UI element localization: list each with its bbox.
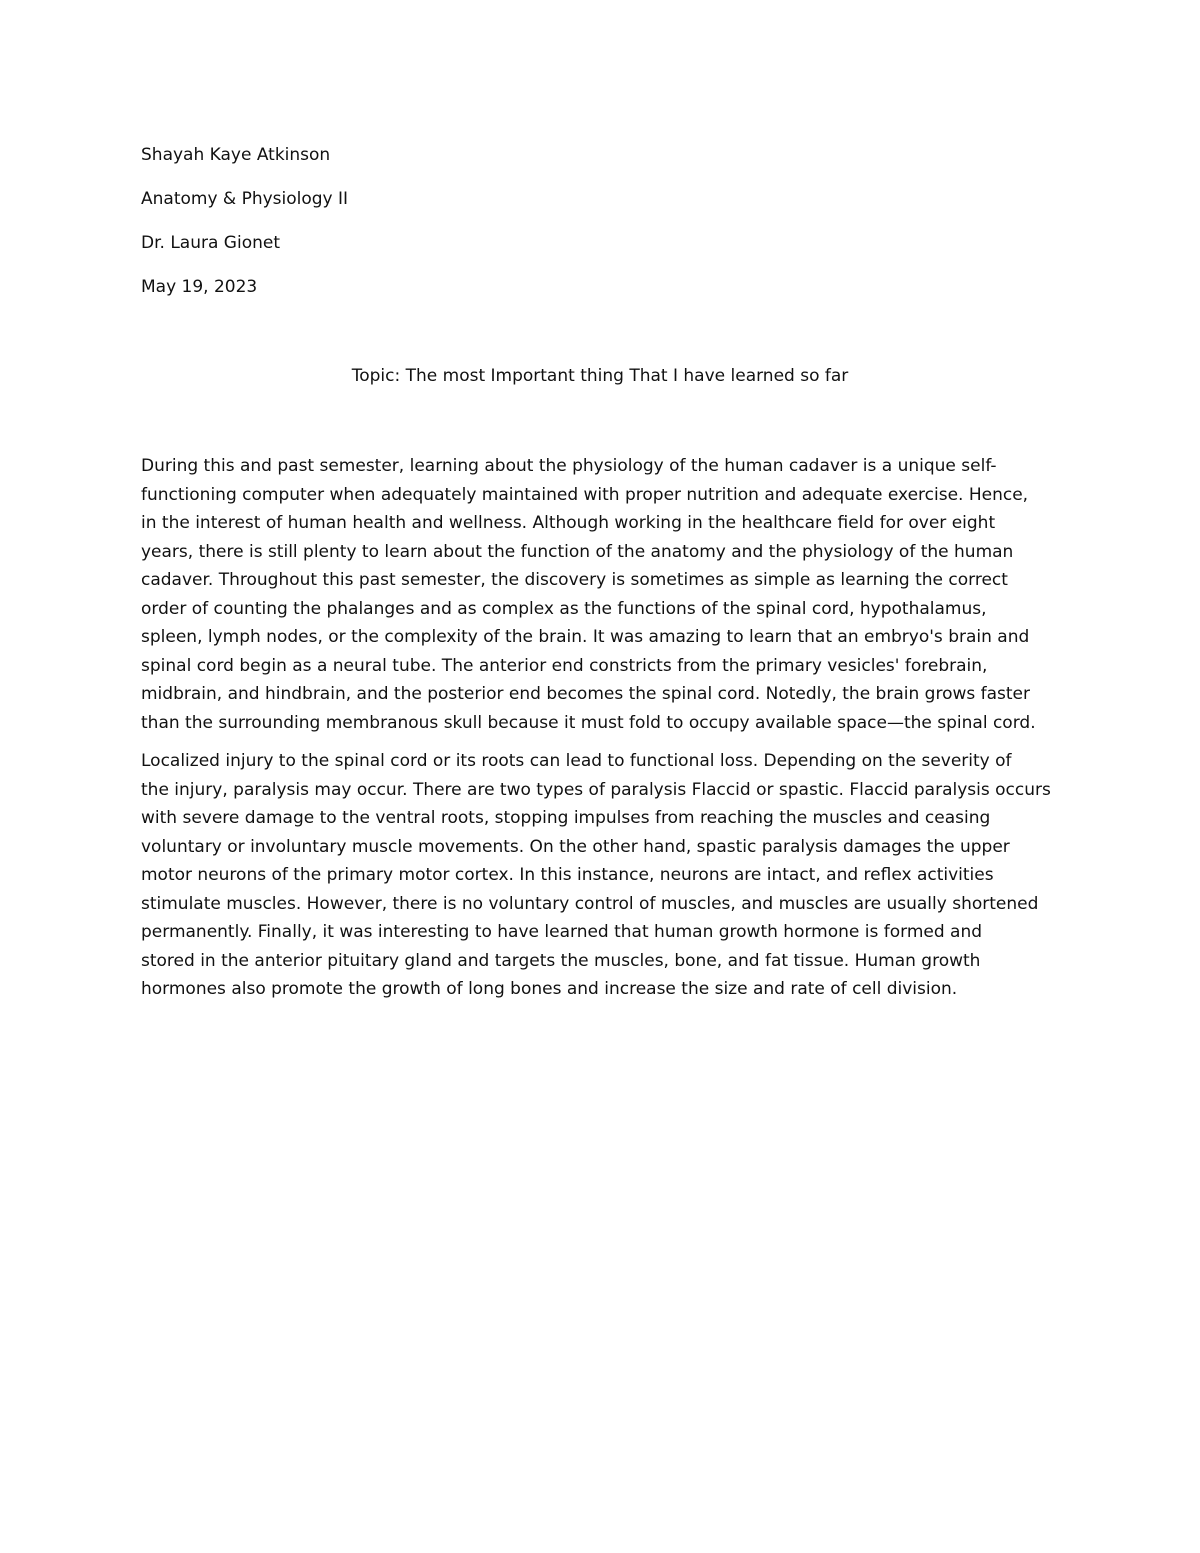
- document-title: Topic: The most Important thing That I have learned so far: [351, 366, 849, 386]
- paragraph-line: with severe damage to the ventral roots, stopping impulses from reaching the muscles and ceasing: [141, 808, 991, 828]
- instructor-name: Dr. Laura Gionet: [141, 233, 280, 253]
- paragraph-line: permanently. Finally, it was interesting to have learned that human growth hormone is formed and: [141, 922, 983, 942]
- paragraph-line: spinal cord begin as a neural tube. The anterior end constricts from the primary vesicles' forebrain,: [141, 655, 988, 676]
- author-name: Shayah Kaye Atkinson: [141, 145, 331, 165]
- paragraph-line: functioning computer when adequately maintained with proper nutrition and adequate exercise. Hence,: [141, 484, 1029, 505]
- paragraph-line: the injury, paralysis may occur. There are two types of paralysis Flaccid or spastic. Flaccid paralysis occurs: [141, 779, 1051, 800]
- paragraph-line: stored in the anterior pituitary gland and targets the muscles, bone, and fat tissue. Human growth: [141, 950, 981, 971]
- document-header: [141, 143, 841, 319]
- paragraph-1: [141, 452, 1059, 737]
- paragraph-line: stimulate muscles. However, there is no voluntary control of muscles, and muscles are usually shortened: [141, 893, 1039, 914]
- document-body: [141, 452, 1059, 1014]
- paragraph-2: [141, 747, 1059, 1004]
- paragraph-line: in the interest of human health and wellness. Although working in the healthcare field for over eight: [141, 513, 996, 533]
- paragraph-line: years, there is still plenty to learn about the function of the anatomy and the physiology of the human: [141, 541, 1014, 562]
- document-date: May 19, 2023: [141, 277, 258, 297]
- paragraph-line: motor neurons of the primary motor cortex. In this instance, neurons are intact, and reflex activities: [141, 865, 994, 885]
- paragraph-line: Localized injury to the spinal cord or its roots can lead to functional loss. Depending on the severity of: [141, 751, 1012, 771]
- paragraph-line: than the surrounding membranous skull because it must fold to occupy available space—the spinal cord.: [141, 712, 1036, 733]
- paragraph-line: voluntary or involuntary muscle movements. On the other hand, spastic paralysis damages the upper: [141, 836, 1010, 857]
- paragraph-line: midbrain, and hindbrain, and the posterior end becomes the spinal cord. Notedly, the brain grows faster: [141, 684, 1031, 704]
- paragraph-line: During this and past semester, learning about the physiology of the human cadaver is a unique self-: [141, 456, 997, 476]
- paragraph-line: order of counting the phalanges and as complex as the functions of the spinal cord, hypothalamus,: [141, 598, 987, 619]
- paragraph-line: spleen, lymph nodes, or the complexity of the brain. It was amazing to learn that an embryo's brain and: [141, 627, 1030, 647]
- paragraph-line: cadaver. Throughout this past semester, the discovery is sometimes as simple as learning the correct: [141, 570, 1008, 590]
- paragraph-line: hormones also promote the growth of long bones and increase the size and rate of cell division.: [141, 979, 958, 999]
- course-name: Anatomy & Physiology II: [141, 189, 349, 209]
